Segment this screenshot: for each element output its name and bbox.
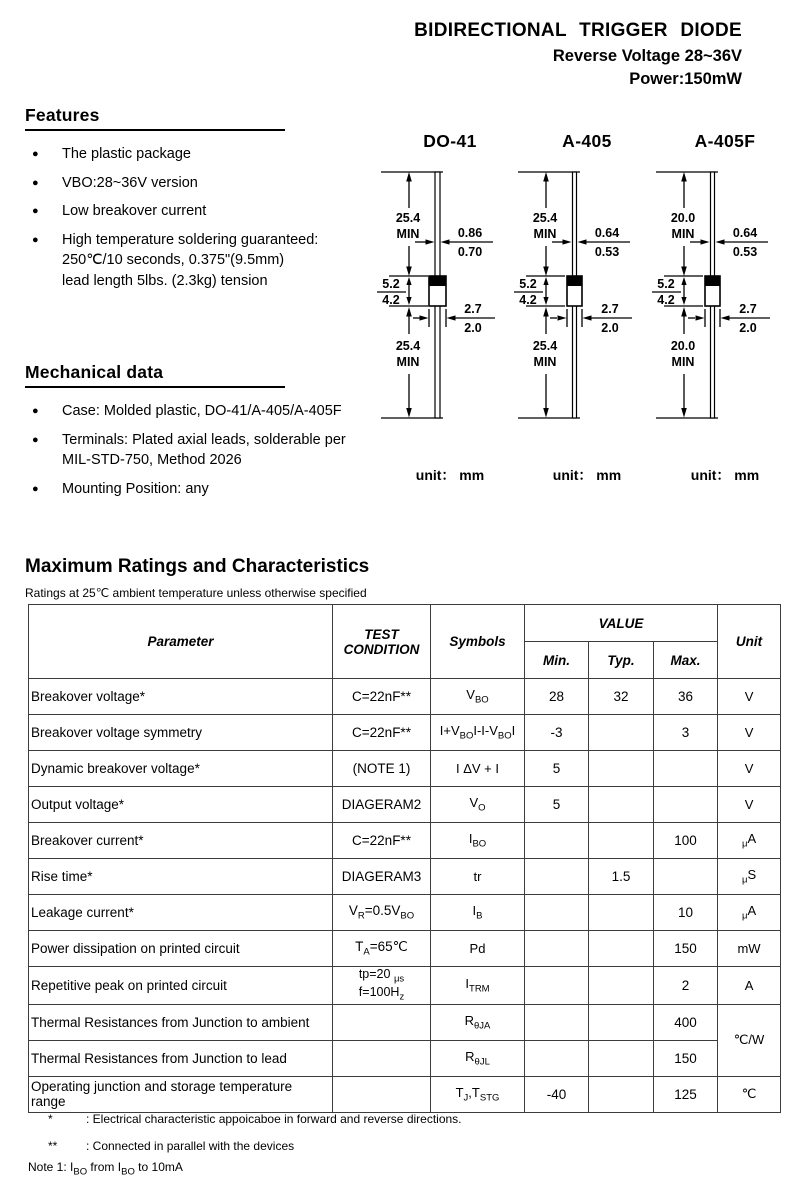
typ-cell [589, 823, 654, 859]
arrow-down-icon [543, 408, 549, 418]
dim-top-length: 20.0 [670, 211, 696, 225]
dim-body-min: 4.2 [657, 293, 675, 307]
parameter-cell: Repetitive peak on printed circuit [29, 967, 333, 1005]
col-symbols: Symbols [431, 605, 525, 679]
cathode-band [429, 276, 446, 286]
min-cell: -40 [525, 1076, 589, 1112]
col-test-condition: TEST CONDITION [333, 605, 431, 679]
package-diagram-a405 [512, 131, 662, 485]
package-title: A-405F [694, 131, 756, 151]
arrow-up-icon [543, 277, 548, 285]
feature-item [25, 201, 370, 222]
doc-header [414, 20, 742, 89]
unit-cell: ℃/W [718, 1004, 781, 1076]
feature-item [25, 144, 370, 165]
unit-cell: $_\mu$A [718, 895, 781, 931]
symbol-cell: $I+V_{BO}I-I-V_{BO}I$ [431, 715, 525, 751]
feature-text: The plastic package [62, 146, 191, 162]
test-condition-cell [333, 1040, 431, 1076]
features-heading: Features [25, 105, 285, 131]
package-diagram-a405f [650, 131, 800, 485]
mechanical-text: Case: Molded plastic, DO-41/A-405/A-405F [62, 403, 342, 419]
test-condition-cell: DIAGERAM3 [333, 859, 431, 895]
typ-cell [589, 895, 654, 931]
typ-cell [589, 715, 654, 751]
min-cell [525, 895, 589, 931]
unit-label: unit： mm [415, 467, 485, 483]
package-title: DO-41 [423, 131, 477, 151]
arrow-up-icon [543, 307, 549, 317]
dim-dia-min: 2.0 [739, 321, 757, 335]
unit-label: unit： mm [690, 467, 760, 483]
col-typ: Typ. [589, 642, 654, 679]
unit-cell: A [718, 967, 781, 1005]
feature-text: 250℃/10 seconds, 0.375"(9.5mm) [62, 252, 285, 269]
mechanical-section [25, 362, 370, 507]
table-row [29, 1004, 781, 1040]
col-unit: Unit [718, 605, 781, 679]
dim-lead-min: 0.53 [732, 245, 758, 259]
arrow-right-icon [426, 239, 435, 244]
symbol-cell: Pd [431, 931, 525, 967]
arrow-down-icon [681, 297, 686, 305]
symbol-cell: $I_B$ [431, 895, 525, 931]
arrow-down-icon [406, 408, 412, 418]
ratings-subheading: Ratings at 25℃ ambient temperature unless otherwise specified [25, 586, 367, 600]
dim-lead-max: 0.64 [594, 226, 620, 240]
dim-lead-min: 0.70 [457, 245, 483, 259]
table-row [29, 859, 781, 895]
min-cell: -3 [525, 715, 589, 751]
parameter-cell: Leakage current* [29, 895, 333, 931]
package-drawing [512, 156, 662, 456]
table-row [29, 1040, 781, 1076]
dim-body-max: 5.2 [519, 277, 537, 291]
min-cell [525, 823, 589, 859]
dim-top-length: 25.4 [395, 211, 421, 225]
max-cell [654, 859, 718, 895]
table-row [29, 967, 781, 1005]
typ-cell: 32 [589, 679, 654, 715]
bullet-icon [25, 173, 62, 194]
arrow-down-icon [406, 297, 411, 305]
test-condition-cell: $V_R=0.5V_{BO}$ [333, 895, 431, 931]
bullet-icon [25, 201, 62, 222]
parameter-cell: Thermal Resistances from Junction to lead [29, 1040, 333, 1076]
mechanical-text: MIL-STD-750, Method 2026 [62, 452, 242, 469]
arrow-right-icon [420, 315, 429, 320]
table-row [29, 1076, 781, 1112]
footnote [48, 1112, 462, 1126]
ratings-heading: Maximum Ratings and Characteristics [25, 556, 370, 577]
dim-body-min: 4.2 [382, 293, 400, 307]
symbol-cell: $T_J,T_{STG}$ [431, 1076, 525, 1112]
dim-dia-max: 2.7 [601, 302, 619, 316]
typ-cell [589, 1004, 654, 1040]
table-row [29, 823, 781, 859]
mechanical-text: Mounting Position: any [62, 480, 209, 497]
test-condition-cell: tp=20 $_{\mu s}$ $f=100H_z$ [333, 967, 431, 1005]
min-cell: 5 [525, 751, 589, 787]
bullet-icon [25, 230, 62, 292]
max-cell: 36 [654, 679, 718, 715]
dim-bottom-min: MIN [533, 355, 557, 369]
typ-cell [589, 1076, 654, 1112]
footnotes [48, 1112, 462, 1166]
dim-top-length: 25.4 [532, 211, 558, 225]
min-cell: 5 [525, 787, 589, 823]
dim-dia-max: 2.7 [739, 302, 757, 316]
doc-title: BIDIRECTIONAL TRIGGER DIODE [414, 20, 742, 41]
symbol-cell: $R_{\theta JA}$ [431, 1004, 525, 1040]
table-row [29, 751, 781, 787]
parameter-cell: Thermal Resistances from Junction to ambient [29, 1004, 333, 1040]
mechanical-item [25, 430, 370, 471]
arrow-left-icon [721, 315, 730, 320]
arrow-up-icon [406, 307, 412, 317]
dim-top-min: MIN [671, 227, 695, 241]
max-cell: 400 [654, 1004, 718, 1040]
arrow-left-icon [583, 315, 592, 320]
dim-body-max: 5.2 [382, 277, 400, 291]
unit-cell: mW [718, 931, 781, 967]
unit-cell: V [718, 751, 781, 787]
typ-cell [589, 751, 654, 787]
arrow-right-icon [696, 315, 705, 320]
dim-lead-min: 0.53 [594, 245, 620, 259]
mechanical-item [25, 479, 370, 500]
typ-cell [589, 931, 654, 967]
symbol-cell: $V_{BO}$ [431, 679, 525, 715]
dim-dia-min: 2.0 [464, 321, 482, 335]
symbol-cell: $V_O$ [431, 787, 525, 823]
arrow-up-icon [681, 307, 687, 317]
table-row [29, 787, 781, 823]
package-drawing [650, 156, 800, 456]
arrow-left-icon [441, 239, 450, 244]
footnote-note1: Note 1: $I_{BO}$ from $I_{BO}$ to 10mA [28, 1160, 183, 1178]
mechanical-item [25, 401, 370, 422]
bullet-icon [25, 144, 62, 165]
test-condition-cell: C=22nF** [333, 823, 431, 859]
parameter-cell: Breakover voltage* [29, 679, 333, 715]
test-condition-cell: (NOTE 1) [333, 751, 431, 787]
col-min: Min. [525, 642, 589, 679]
dim-lead-max: 0.64 [732, 226, 758, 240]
table-row [29, 895, 781, 931]
arrow-down-icon [681, 267, 687, 277]
dim-bottom-min: MIN [396, 355, 420, 369]
arrow-down-icon [543, 267, 549, 277]
dim-dia-max: 2.7 [464, 302, 482, 316]
parameter-cell: Rise time* [29, 859, 333, 895]
test-condition-cell: C=22nF** [333, 679, 431, 715]
test-condition-cell: $T_A=65℃$ [333, 931, 431, 967]
arrow-left-icon [716, 239, 725, 244]
min-cell [525, 931, 589, 967]
unit-cell: V [718, 679, 781, 715]
dim-body-max: 5.2 [657, 277, 675, 291]
test-condition-cell: C=22nF** [333, 715, 431, 751]
min-cell [525, 1040, 589, 1076]
max-cell [654, 751, 718, 787]
parameter-cell: Dynamic breakover voltage* [29, 751, 333, 787]
symbol-cell: $I_{TRM}$ [431, 967, 525, 1005]
dim-lead-max: 0.86 [457, 226, 483, 240]
col-max: Max. [654, 642, 718, 679]
mechanical-heading: Mechanical data [25, 362, 285, 388]
mechanical-text: Terminals: Plated axial leads, solderable per [62, 431, 346, 448]
parameter-cell: Breakover current* [29, 823, 333, 859]
cathode-band [705, 276, 720, 286]
test-condition-cell: DIAGERAM2 [333, 787, 431, 823]
table-row [29, 679, 781, 715]
feature-text: Low breakover current [62, 203, 207, 220]
bullet-icon [25, 401, 62, 422]
max-cell: 2 [654, 967, 718, 1005]
unit-cell: V [718, 787, 781, 823]
arrow-left-icon [578, 239, 587, 244]
typ-cell: 1.5 [589, 859, 654, 895]
bullet-icon [25, 430, 62, 471]
unit-cell: $_\mu$S [718, 859, 781, 895]
bullet-icon [25, 479, 62, 500]
unit-label: unit： mm [552, 467, 622, 483]
unit-cell: V [718, 715, 781, 751]
feature-text: VBO:28~36V version [62, 174, 198, 191]
typ-cell [589, 1040, 654, 1076]
min-cell [525, 859, 589, 895]
unit-cell: ℃ [718, 1076, 781, 1112]
feature-text: High temperature soldering guaranteed: [62, 231, 319, 248]
footnote-text: : Connected in parallel with the devices [86, 1139, 295, 1153]
parameter-cell: Operating junction and storage temperature range [29, 1076, 333, 1112]
cathode-band [567, 276, 582, 286]
max-cell: 3 [654, 715, 718, 751]
arrow-right-icon [701, 239, 710, 244]
max-cell: 10 [654, 895, 718, 931]
parameter-cell: Output voltage* [29, 787, 333, 823]
dim-bottom-length: 20.0 [670, 339, 696, 353]
test-condition-cell [333, 1004, 431, 1040]
unit-cell: $_\mu$A [718, 823, 781, 859]
max-cell [654, 787, 718, 823]
symbol-cell: $R_{\theta JL}$ [431, 1040, 525, 1076]
arrow-right-icon [563, 239, 572, 244]
min-cell [525, 1004, 589, 1040]
dim-bottom-length: 25.4 [532, 339, 558, 353]
arrow-down-icon [681, 408, 687, 418]
package-title: A-405 [562, 131, 612, 151]
feature-item [25, 230, 370, 292]
dim-top-min: MIN [533, 227, 557, 241]
arrow-down-icon [406, 267, 412, 277]
footnote-marker: * [48, 1112, 53, 1126]
arrow-up-icon [406, 277, 411, 285]
arrow-right-icon [558, 315, 567, 320]
footnote-marker: ** [48, 1139, 58, 1153]
package-diagram-do41 [375, 131, 525, 485]
arrow-left-icon [447, 315, 456, 320]
table-row [29, 931, 781, 967]
parameter-cell: Power dissipation on printed circuit [29, 931, 333, 967]
feature-text: lead length 5lbs. (2.3kg) tension [62, 272, 268, 289]
package-drawing [375, 156, 525, 456]
symbol-cell: tr [431, 859, 525, 895]
col-parameter: Parameter [29, 605, 333, 679]
arrow-down-icon [543, 297, 548, 305]
symbol-cell: I ΔV + I [431, 751, 525, 787]
table-header-row [29, 605, 781, 642]
feature-item [25, 173, 370, 194]
col-value: VALUE [525, 605, 718, 642]
min-cell [525, 967, 589, 1005]
min-cell: 28 [525, 679, 589, 715]
footnote-text: : Electrical characteristic appoicaboe in forward and reverse directions. [86, 1112, 462, 1126]
features-section [25, 105, 370, 299]
doc-subtitle-voltage: Reverse Voltage 28~36V [552, 47, 742, 65]
dim-bottom-length: 25.4 [395, 339, 421, 353]
doc-subtitle-power: Power:150mW [629, 70, 742, 88]
footnote [48, 1139, 462, 1153]
parameter-cell: Breakover voltage symmetry [29, 715, 333, 751]
max-cell: 150 [654, 931, 718, 967]
typ-cell [589, 787, 654, 823]
dim-dia-min: 2.0 [601, 321, 619, 335]
max-cell: 100 [654, 823, 718, 859]
arrow-up-icon [681, 277, 686, 285]
max-cell: 125 [654, 1076, 718, 1112]
table-row [29, 715, 781, 751]
test-condition-cell [333, 1076, 431, 1112]
max-cell: 150 [654, 1040, 718, 1076]
ratings-table [28, 604, 781, 1113]
dim-bottom-min: MIN [671, 355, 695, 369]
symbol-cell: $I_{BO}$ [431, 823, 525, 859]
dim-body-min: 4.2 [519, 293, 537, 307]
typ-cell [589, 967, 654, 1005]
dim-top-min: MIN [396, 227, 420, 241]
